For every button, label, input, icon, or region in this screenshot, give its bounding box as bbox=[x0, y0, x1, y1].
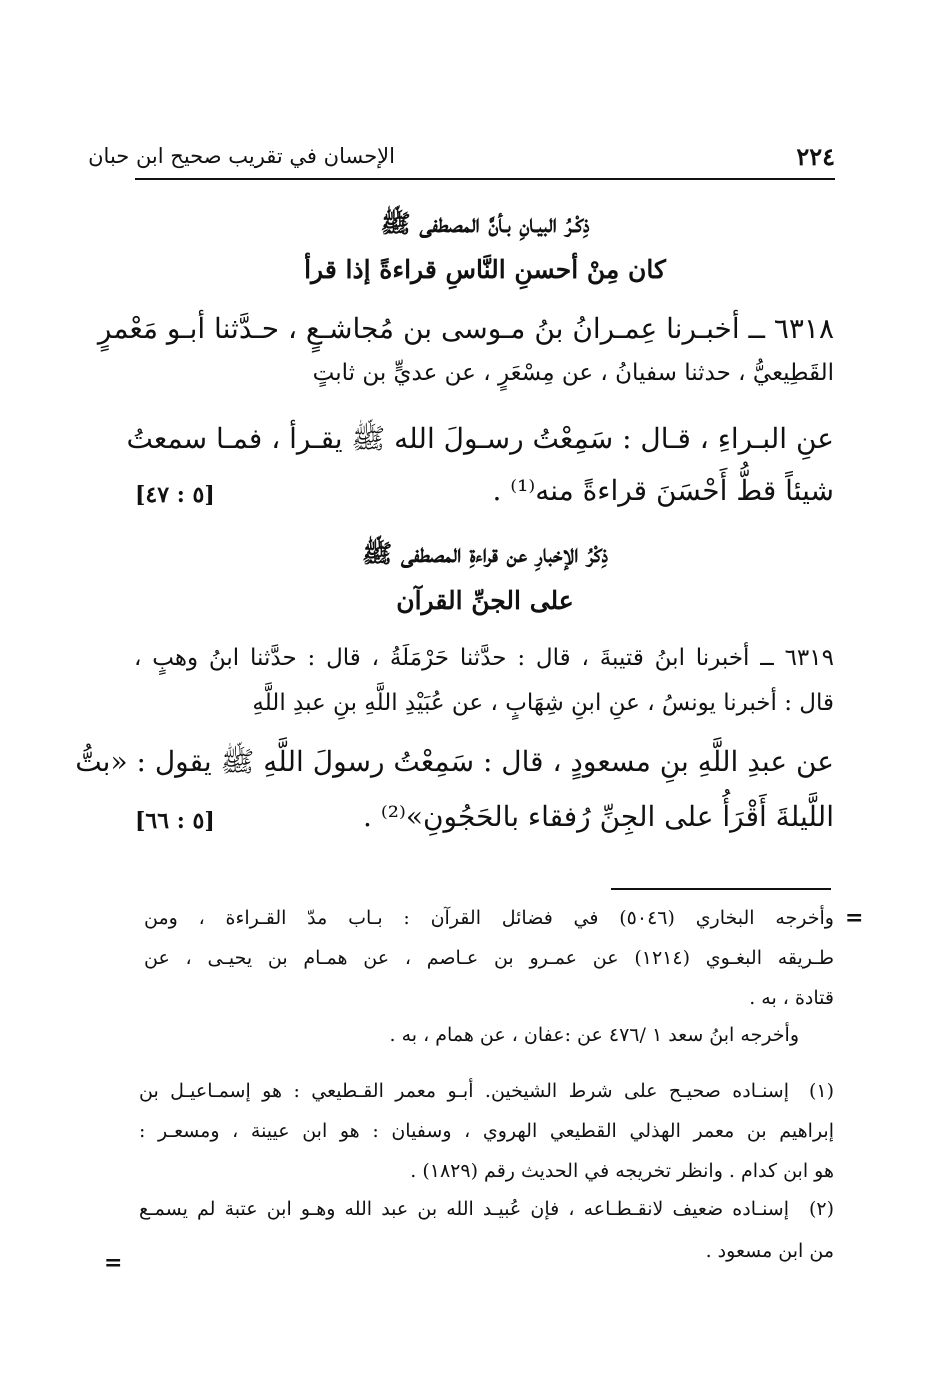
continuation-marker: = bbox=[845, 905, 864, 931]
footnote-2-line1: إسنـاده ضعيف لانقـطـاعه ، فإن عُبيـد الله بن عبد الله وهـو ابن عتبة لم يسمـع bbox=[139, 1198, 789, 1220]
footnote-continued-line1: وأخرجه البخاري (٥٠٤٦) في فضائل القرآن : بـاب مدّ القـراءة ، ومن bbox=[144, 907, 834, 929]
hadith-6319-isnad-line2: قال : أخبرنا يونسُ ، عنِ ابنِ شِهَابٍ ، عن عُبَيْدِ اللَّهِ بنِ عبدِ اللَّهِ bbox=[252, 690, 834, 716]
footnote-continued-line2: طـريقه البغـوي (١٢١٤) عن عمـرو بن عـاصم ، عن همـام بن يحيـى ، عن bbox=[144, 947, 834, 969]
hadith-6318-reference: [٥ : ٤٧] bbox=[135, 482, 215, 508]
footnote-separator bbox=[611, 888, 831, 890]
footnote-1-number: (١) bbox=[808, 1080, 834, 1102]
hadith-6318-isnad-line2: القَطِيعيُّ ، حدثنا سفيانُ ، عن مِسْعَرٍ ، عن عديٍّ بن ثابتٍ bbox=[312, 360, 834, 386]
footnote-continued-line3: قتادة ، به . bbox=[749, 987, 834, 1009]
chapter-heading-2-line2: على الجنِّ القرآن bbox=[396, 586, 574, 615]
hadith-6318-isnad-line1: ٦٣١٨ ــ أخبـرنا عِمـرانُ بنُ مـوسى بن مُجاشـعٍ ، حـدَّثنا أبـو مَعْمرٍ bbox=[97, 312, 834, 345]
footnote-2-number: (٢) bbox=[808, 1198, 834, 1220]
hadith-6318-matn-line1: عنِ البـراءِ ، قـال : سَمِعْتُ رسـولَ الله ﷺ يقـرأ ، فمـا سمعتُ bbox=[126, 422, 834, 455]
end-marker: = bbox=[104, 1250, 123, 1276]
running-header bbox=[88, 138, 835, 180]
chapter-heading-1: ذِكْـرُ البيـانِ بـأنَّ المصطفى ﷺ bbox=[380, 209, 590, 238]
hadith-6319-matn-line1: عن عبدِ اللَّهِ بنِ مسعودٍ ، قال : سَمِعْتُ رسولَ اللَّهِ ﷺ يقول : «بتُّ bbox=[75, 745, 834, 778]
hadith-6319-reference: [٥ : ٦٦] bbox=[135, 808, 215, 834]
footnote-1-line1: إسنـاده صحيـح على شرط الشيخين. أبـو معمر القـطيعي : هو إسمـاعيـل بن bbox=[139, 1080, 789, 1102]
footnote-1-line2: إبراهيم بن معمر الهذلي القطيعي الهروي ، وسفيان : هو ابن عيينة ، ومسعـر : bbox=[139, 1120, 834, 1142]
footnote-continued-line4: وأخرجه ابنُ سعد ١ /٤٧٦ عن :عفان ، عن همام ، به . bbox=[389, 1024, 799, 1046]
footnote-2-line2: من ابن مسعود . bbox=[705, 1240, 834, 1262]
footnote-1-line3: هو ابن كدام . وانظر تخريجه في الحديث رقم (١٨٢٩) . bbox=[410, 1160, 834, 1182]
hadith-6318-matn-line2: شيئاً قطُّ أَحْسَنَ قراءةً منه⁽¹⁾ . bbox=[492, 474, 834, 507]
hadith-6319-matn-line2: اللَّيلةَ أَقْرَأُ على الجِنِّ رُفقاء بالحَجُونِ»⁽²⁾ . bbox=[363, 800, 834, 833]
book-title: الإحسان في تقريب صحيح ابن حبان bbox=[88, 144, 395, 168]
hadith-6319-isnad-line1: ٦٣١٩ ــ أخبرنا ابنُ قتيبةَ ، قال : حدَّثنا حَرْمَلَةُ ، قال : حدَّثنا ابنُ وهبٍ ، bbox=[134, 645, 834, 671]
chapter-heading-2: ذِكْرُ الإخبارِ عن قراءةِ المصطفى ﷺ bbox=[362, 539, 608, 568]
page-number: ٢٢٤ bbox=[796, 142, 835, 171]
chapter-heading-1-line2: كان مِنْ أحسنِ النَّاسِ قراءةً إذا قرأ bbox=[304, 255, 666, 284]
